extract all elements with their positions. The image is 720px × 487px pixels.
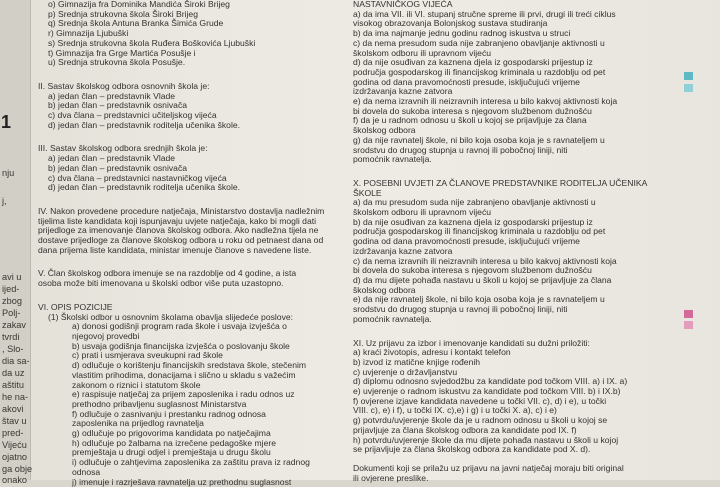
list-item: t) Gimnazija fra Grge Martića Posušje i xyxy=(48,47,196,58)
list-item: pomoćnik ravnatelja. xyxy=(353,313,432,324)
list-item: premještaja u drugi odjel i premještaja u drugu školu xyxy=(72,447,271,458)
list-item: područja gospodarskog ili financijskog kriminala u razdoblju od pet xyxy=(353,226,606,237)
list-item: školskog odbora xyxy=(353,284,416,295)
margin-word: nju xyxy=(2,168,15,178)
list-item: b) jedan član – predstavnik osnivača xyxy=(48,162,188,173)
list-item: g) da nije ravnatelj škole, ni bilo koja osoba koja je s ravnateljem u xyxy=(353,134,605,145)
list-item: e) da nije ravnatelj škole, ni bilo koja osoba koja je s ravnateljem u xyxy=(353,294,605,305)
left-text-column xyxy=(38,0,338,487)
list-item: zaposlenika na prijedlog ravnatelja xyxy=(72,418,204,429)
paragraph-line: IV. Nakon provedene procedure natječaja, Ministarstvo dostavlja nadležnim xyxy=(38,205,325,216)
left-adjacent-column xyxy=(0,0,33,485)
list-item: vlastitim prihodima, donacijama i slično u skladu s važećim xyxy=(72,369,296,380)
paragraph-line: osoba može biti imenovana u školski odbor više puta uzastopno. xyxy=(38,278,284,289)
list-item: zakonom o riznici i statutom škole xyxy=(72,379,201,390)
margin-word: ga obje xyxy=(2,464,33,474)
paragraph-line: V. Član školskog odbora imenuje se na razdoblje od 4 godine, a ista xyxy=(38,268,297,279)
list-item: o) Gimnazija fra Dominika Mandića Široki Brijeg xyxy=(48,0,230,9)
margin-word: štav u xyxy=(2,416,27,426)
list-item: d) da mu dijete pohađa nastavu u školi u kojoj se prijavljuje za člana xyxy=(353,274,612,285)
list-item: izdržavanja kazne zatvora xyxy=(353,245,453,256)
list-item: područja gospodarskog ili financijskog kriminala u razdoblju od pet xyxy=(353,66,606,77)
list-item: b) usvaja godišnja financijska izvješća o poslovanju škole xyxy=(72,340,290,351)
list-item: c) uvjerenje o državljanstvu xyxy=(353,366,458,377)
section-heading: II. Sastav školskog odbora osnovnih škola je: xyxy=(38,80,210,91)
list-item: g) potvrdu/uvjerenje škole da je u radnom odnosu u školi u kojoj se xyxy=(353,415,608,426)
list-item: d) jedan član – predstavnik roditelja učenika škole. xyxy=(48,182,241,193)
list-item: a) donosi godišnji program rada škole i usvaja izvješća o xyxy=(72,321,287,332)
list-item: d) diplomu odnosno svjedodžbu za kandidate pod točkom VIII. a) i IX. a) xyxy=(353,376,628,387)
list-item: bi dovela do sukoba interesa s njegovom službenom dužnošću xyxy=(353,105,592,116)
list-item: p) Srednja strukovna škola Široki Brijeg xyxy=(48,8,198,19)
list-item: se prijavljuje za člana školskog odbora za kandidate pod X. d). xyxy=(353,444,591,455)
list-item: g) odlučuje po prigovorima kandidata po natječajima xyxy=(72,428,271,439)
list-item: c) da nema izravnih ili neizravnih interesa u bilo kakvoj aktivnosti koja xyxy=(353,255,617,266)
paragraph-line: prijedloge za imenovanje članova školskog odbora. Ako nadležna tijela ne xyxy=(38,225,319,236)
list-item: prijavljuje za člana školskog odbora za kandidate pod IX. f) xyxy=(353,424,577,435)
closing-line: ili ovjerene preslike. xyxy=(353,472,429,483)
list-item: školskom odboru ili upravnom vijeću xyxy=(353,207,492,218)
list-item: prethodno pribavljenu suglasnost Ministarstva xyxy=(72,398,247,409)
page-column-number: 1 xyxy=(1,112,12,132)
margin-word: pred- xyxy=(2,428,24,438)
teal-color-marker xyxy=(684,84,693,92)
right-text-column xyxy=(353,0,673,483)
list-item: odnosa xyxy=(72,466,101,477)
margin-word: Polj- xyxy=(2,308,21,318)
list-item: VIII. c), e) i f), u točki IX. c),e) i g) i u točki X. a), c) i e) xyxy=(353,405,557,416)
margin-word: da uz xyxy=(2,368,25,378)
list-item: i) odlučuje o zahtjevima zaposlenika za zaštitu prava iz radnog xyxy=(72,457,310,468)
margin-word: avi u xyxy=(2,272,22,282)
teal-color-marker xyxy=(684,72,693,80)
list-item: r) Gimnazija Ljubuški xyxy=(48,28,129,39)
list-item: f) da je u radnom odnosu u školi u kojoj se prijavljuje za člana xyxy=(353,115,587,126)
paragraph-line: tijelima liste kandidata koji ispunjavaju uvjete natječaja, kako bi mogli dati xyxy=(38,215,317,226)
list-item: c) prati i usmjerava sveukupni rad škole xyxy=(72,350,223,361)
list-item: h) odlučuje po žalbama na izrečene pedagoške mjere xyxy=(72,437,276,448)
paragraph-line: (1) Školski odbor u osnovnim školama obavlja slijedeće poslove: xyxy=(48,311,294,322)
margin-word: Vijeću xyxy=(2,440,27,450)
section-heading: XI. Uz prijavu za izbor i imenovanje kandidati su dužni priložiti: xyxy=(353,337,590,348)
list-item: godina od dana pravomoćnosti presude, isključujući vrijeme xyxy=(353,76,580,87)
list-item: h) potvrdu/uvjerenje škole da mu dijete pohađa nastavu u školi u kojoj xyxy=(353,434,619,445)
margin-word: , Slo- xyxy=(2,344,24,354)
margin-word: zbog xyxy=(2,296,22,306)
list-item: f) ovjerene izjave kandidata navedene u točki VII. c), d) i e), u točki xyxy=(353,395,607,406)
list-item: q) Srednja škola Antuna Branka Šimića Grude xyxy=(48,18,224,29)
list-item: d) jedan član – predstavnik roditelja učenika škole. xyxy=(48,119,241,130)
list-item: e) da nema izravnih ili neizravnih interesa u bilo kakvoj aktivnosti koja xyxy=(353,96,618,107)
section-heading: ŠKOLE xyxy=(353,187,382,198)
paragraph-line: dana prijema liste kandidata, ministar imenuje članove s navedene liste. xyxy=(38,244,312,255)
list-item: j) imenuje i razrješava ravnatelja uz prethodnu suglasnost xyxy=(72,476,292,487)
school-list xyxy=(38,0,338,68)
list-item: izdržavanja kazne zatvora xyxy=(353,86,453,97)
pink-color-marker xyxy=(684,310,693,318)
list-item: s) Srednja strukovna škola Ruđera Boškovića Ljubuški xyxy=(48,37,256,48)
list-item: a) kraći životopis, adresu i kontakt telefon xyxy=(353,347,511,358)
list-item: b) izvod iz matične knjige rođenih xyxy=(353,356,481,367)
list-item: d) da nije osuđivan za kaznena djela iz gospodarski prijestup iz xyxy=(353,57,593,68)
margin-word: dia sa- xyxy=(2,356,30,366)
list-item: školskog odbora xyxy=(353,125,416,136)
list-item: visokog obrazovanja Bolonjskog sustava studiranja xyxy=(353,18,548,29)
margin-word: tvrdi xyxy=(2,332,20,342)
section-heading: VI. OPIS POZICIJE xyxy=(38,301,113,312)
list-item: srodstvu do drugog stupnja u ravnoj ili pobočnoj liniji, niti xyxy=(353,144,568,155)
margin-word: zakav xyxy=(2,320,27,330)
list-item: a) jedan član – predstavnik Vlade xyxy=(48,153,176,164)
list-item: školskom odboru ili upravnom vijeću xyxy=(353,47,492,58)
margin-word: ojatno xyxy=(2,452,28,462)
margin-word: akovi xyxy=(2,404,24,414)
list-item: b) jedan član – predstavnik osnivača xyxy=(48,100,188,111)
list-item: srodstvu do drugog stupnja u ravnoj ili pobočnoj liniji, niti xyxy=(353,304,568,315)
paragraph-line: dostave prijedloge za članove školskog odbora u roku od petnaest dana od xyxy=(38,235,324,246)
list-item: e) raspisuje natječaj za prijem zaposlenika i radu odnos uz xyxy=(72,389,295,400)
margin-word: he na- xyxy=(2,392,29,402)
list-item: a) da ima VII. ili VI. stupanj stručne spreme ili prvi, drugi ili treći ciklus xyxy=(353,8,616,19)
list-item: e) uvjerenje o radnom iskustvu za kandidate pod točkom VIII. b) i IX.b) xyxy=(353,386,621,397)
closing-line: Dokumenti koji se prilažu uz prijavu na javni natječaj moraju biti original xyxy=(353,462,624,473)
list-item: c) da nema presudom suda nije zabranjeno obavljanje aktivnosti u xyxy=(353,37,605,48)
section-heading: X. POSEBNI UVJETI ZA ČLANOVE PREDSTAVNIKE RODITELJA UČENIKA xyxy=(353,177,648,188)
margin-word: onako xyxy=(2,475,28,485)
list-item: b) da nije osuđivan za kaznena djela iz gospodarski prijestup iz xyxy=(353,216,593,227)
list-item: c) dva člana – predstavnici učiteljskog vijeća xyxy=(48,110,217,121)
list-item: a) jedan član – predstavnik Vlade xyxy=(48,90,176,101)
list-item: c) dva člana – predstavnici nastavničkog vijeća xyxy=(48,172,227,183)
list-item: f) odlučuje o zasnivanju i prestanku radnog odnosa xyxy=(72,408,266,419)
margin-word: ijed- xyxy=(2,284,20,294)
list-item: a) da mu presudom suda nije zabranjeno obavljanje aktivnosti u xyxy=(353,197,596,208)
margin-word: j, xyxy=(2,196,7,206)
list-item: godina od dana pravomoćnosti presude, isključujući vrijeme xyxy=(353,236,580,247)
list-item: d) odlučuje o korištenju financijskih sredstava škole, stečenim xyxy=(72,360,307,371)
list-item: bi dovela do sukoba interesa s njegovom službenom dužnošću xyxy=(353,265,592,276)
list-item: u) Srednja strukovna škola Posušje. xyxy=(48,57,186,68)
pink-color-marker xyxy=(684,321,693,329)
list-item: njegovoj provedbi xyxy=(72,330,140,341)
section-heading: NASTAVNIČKOG VIJEĆA xyxy=(353,0,453,9)
section-heading: III. Sastav školskog odbora srednjih škola je: xyxy=(38,143,208,154)
list-item: b) da ima najmanje jednu godinu radnog iskustva u struci xyxy=(353,28,571,39)
list-item: pomoćnik ravnatelja. xyxy=(353,154,432,165)
margin-word: aštitu xyxy=(2,380,24,390)
